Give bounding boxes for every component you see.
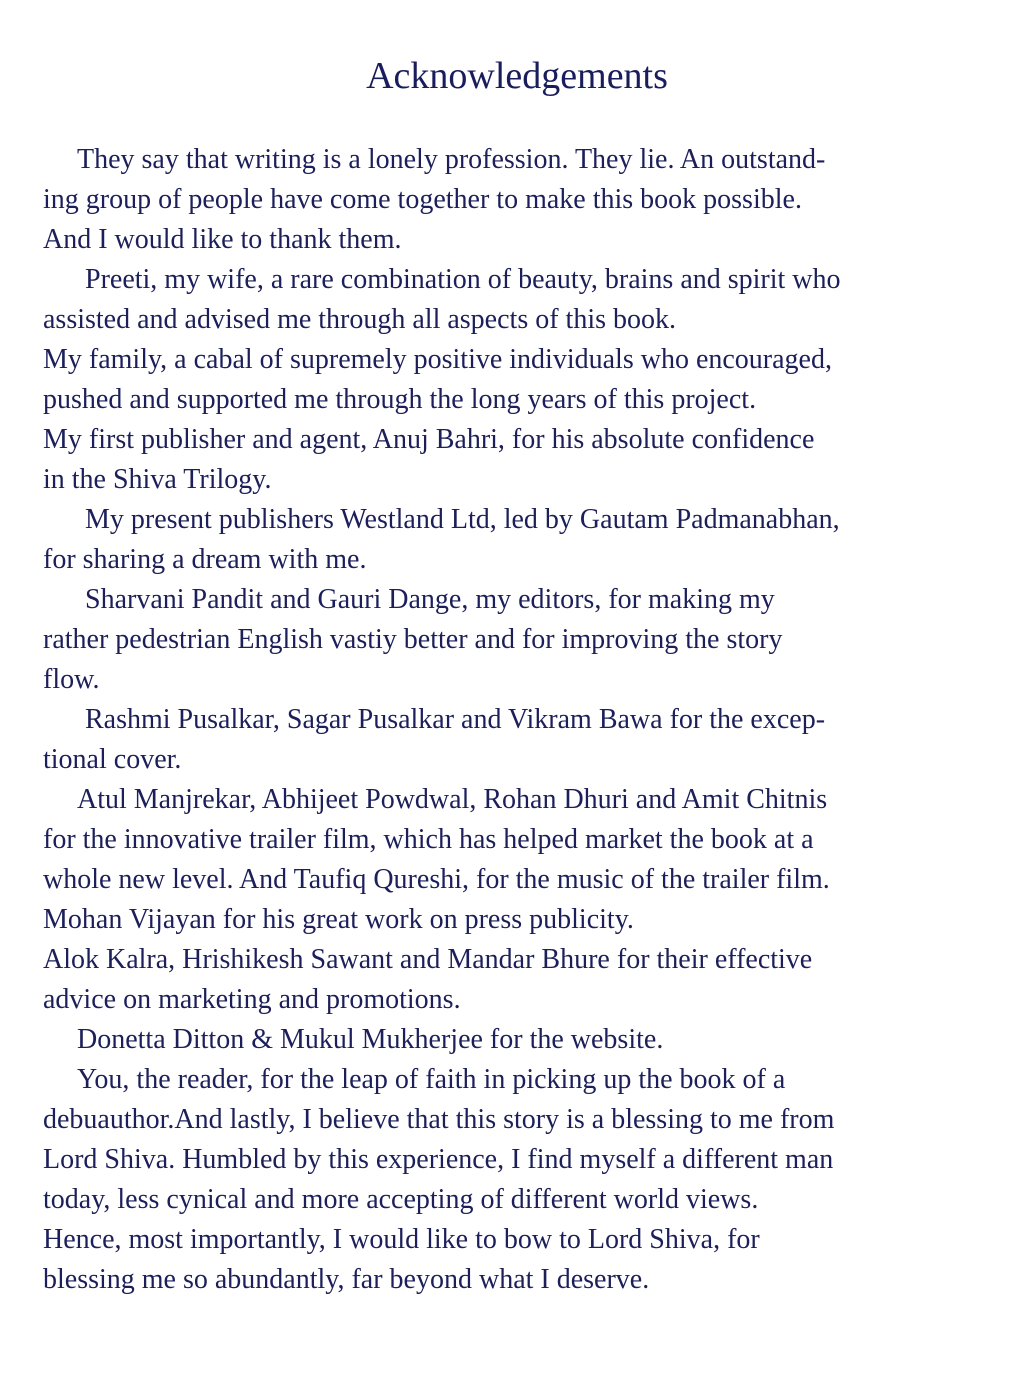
text-line: today, less cynical and more accepting of different world views. [43,1184,759,1215]
text-line: Donetta Ditton & Mukul Mukherjee for the website. [77,1024,664,1055]
page-title: Acknowledgements [366,55,668,97]
text-line: Mohan Vijayan for his great work on press publicity. [43,904,634,935]
text-line: blessing me so abundantly, far beyond what I deserve. [43,1264,650,1295]
text-line: And I would like to thank them. [43,224,402,255]
text-line: flow. [43,664,100,695]
text-line: Hence, most importantly, I would like to bow to Lord Shiva, for [43,1224,760,1255]
text-line: Lord Shiva. Humbled by this experience, I find myself a different man [43,1144,834,1175]
text-line: debuauthor.And lastly, I believe that this story is a blessing to me from [43,1104,835,1135]
text-line: for the innovative trailer film, which has helped market the book at a [43,824,814,855]
text-line: ing group of people have come together to make this book possible. [43,184,802,215]
text-line: My first publisher and agent, Anuj Bahri, for his absolute confidence [43,424,815,455]
text-line: They say that writing is a lonely profession. They lie. An outstand- [77,144,826,175]
text-line: My present publishers Westland Ltd, led by Gautam Padmanabhan, [85,504,840,535]
text-line: pushed and supported me through the long years of this project. [43,384,757,415]
text-line: in the Shiva Trilogy. [43,464,272,495]
text-line: tional cover. [43,744,182,775]
text-line: for sharing a dream with me. [43,544,367,575]
text-line: Alok Kalra, Hrishikesh Sawant and Mandar Bhure for their effective [43,944,813,975]
text-line: Sharvani Pandit and Gauri Dange, my editors, for making my [85,584,775,615]
text-line: My family, a cabal of supremely positive individuals who encouraged, [43,344,832,375]
text-line: Rashmi Pusalkar, Sagar Pusalkar and Vikram Bawa for the excep- [85,704,826,735]
text-line: You, the reader, for the leap of faith in picking up the book of a [77,1064,786,1095]
text-line: whole new level. And Taufiq Qureshi, for the music of the trailer film. [43,864,830,895]
text-line: assisted and advised me through all aspects of this book. [43,304,676,335]
text-line: Atul Manjrekar, Abhijeet Powdwal, Rohan Dhuri and Amit Chitnis [77,784,828,815]
text-line: rather pedestrian English vastiy better and for improving the story [43,624,783,655]
text-line: advice on marketing and promotions. [43,984,461,1015]
text-line: Preeti, my wife, a rare combination of beauty, brains and spirit who [85,264,841,295]
